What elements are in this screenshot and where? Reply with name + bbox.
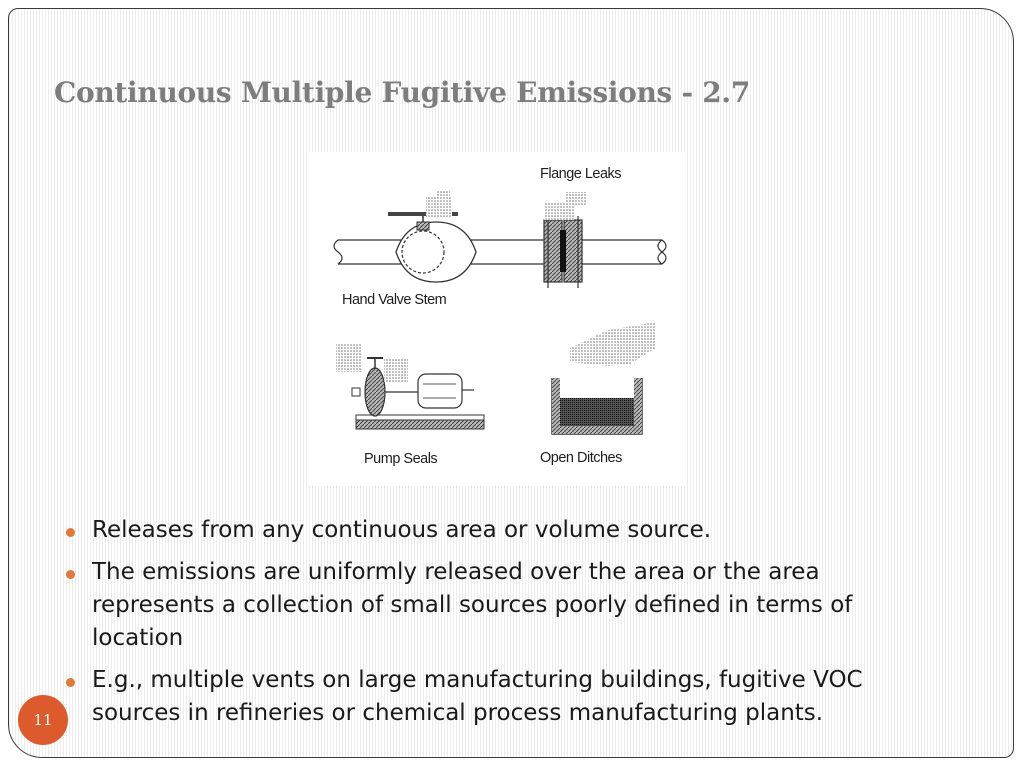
- bullet-icon: [66, 528, 75, 537]
- ditch-drawing: [552, 322, 656, 434]
- bullet-list: [62, 514, 942, 739]
- hand-valve-drawing: [388, 190, 476, 282]
- fugitive-emissions-figure: [308, 152, 686, 486]
- pump-seals-label: Pump Seals: [364, 451, 438, 467]
- list-item: [62, 514, 942, 547]
- open-ditches-label: Open Ditches: [540, 450, 622, 466]
- bullet-text: Releases from any continuous area or volume source.: [92, 517, 712, 543]
- bullet-icon: [66, 570, 75, 579]
- hand-valve-stem-label: Hand Valve Stem: [342, 292, 447, 308]
- list-item: [62, 556, 942, 655]
- flange-drawing: [544, 192, 586, 288]
- page-number-badge: 11: [18, 695, 68, 745]
- pipeline-drawing: [334, 240, 666, 264]
- bullet-text: The emissions are uniformly released over the area or the area represents a collection of small sources poorly defined in terms of location: [92, 559, 853, 651]
- slide-title: Continuous Multiple Fugitive Emissions - 2.7: [54, 76, 751, 109]
- bullet-text: E.g., multiple vents on large manufacturing buildings, fugitive VOC sources in refineries or chemical process manufacturing plants.: [92, 667, 863, 726]
- pump-drawing: [336, 344, 484, 429]
- bullet-icon: [66, 678, 75, 687]
- list-item: [62, 664, 942, 730]
- flange-leaks-label: Flange Leaks: [540, 166, 622, 182]
